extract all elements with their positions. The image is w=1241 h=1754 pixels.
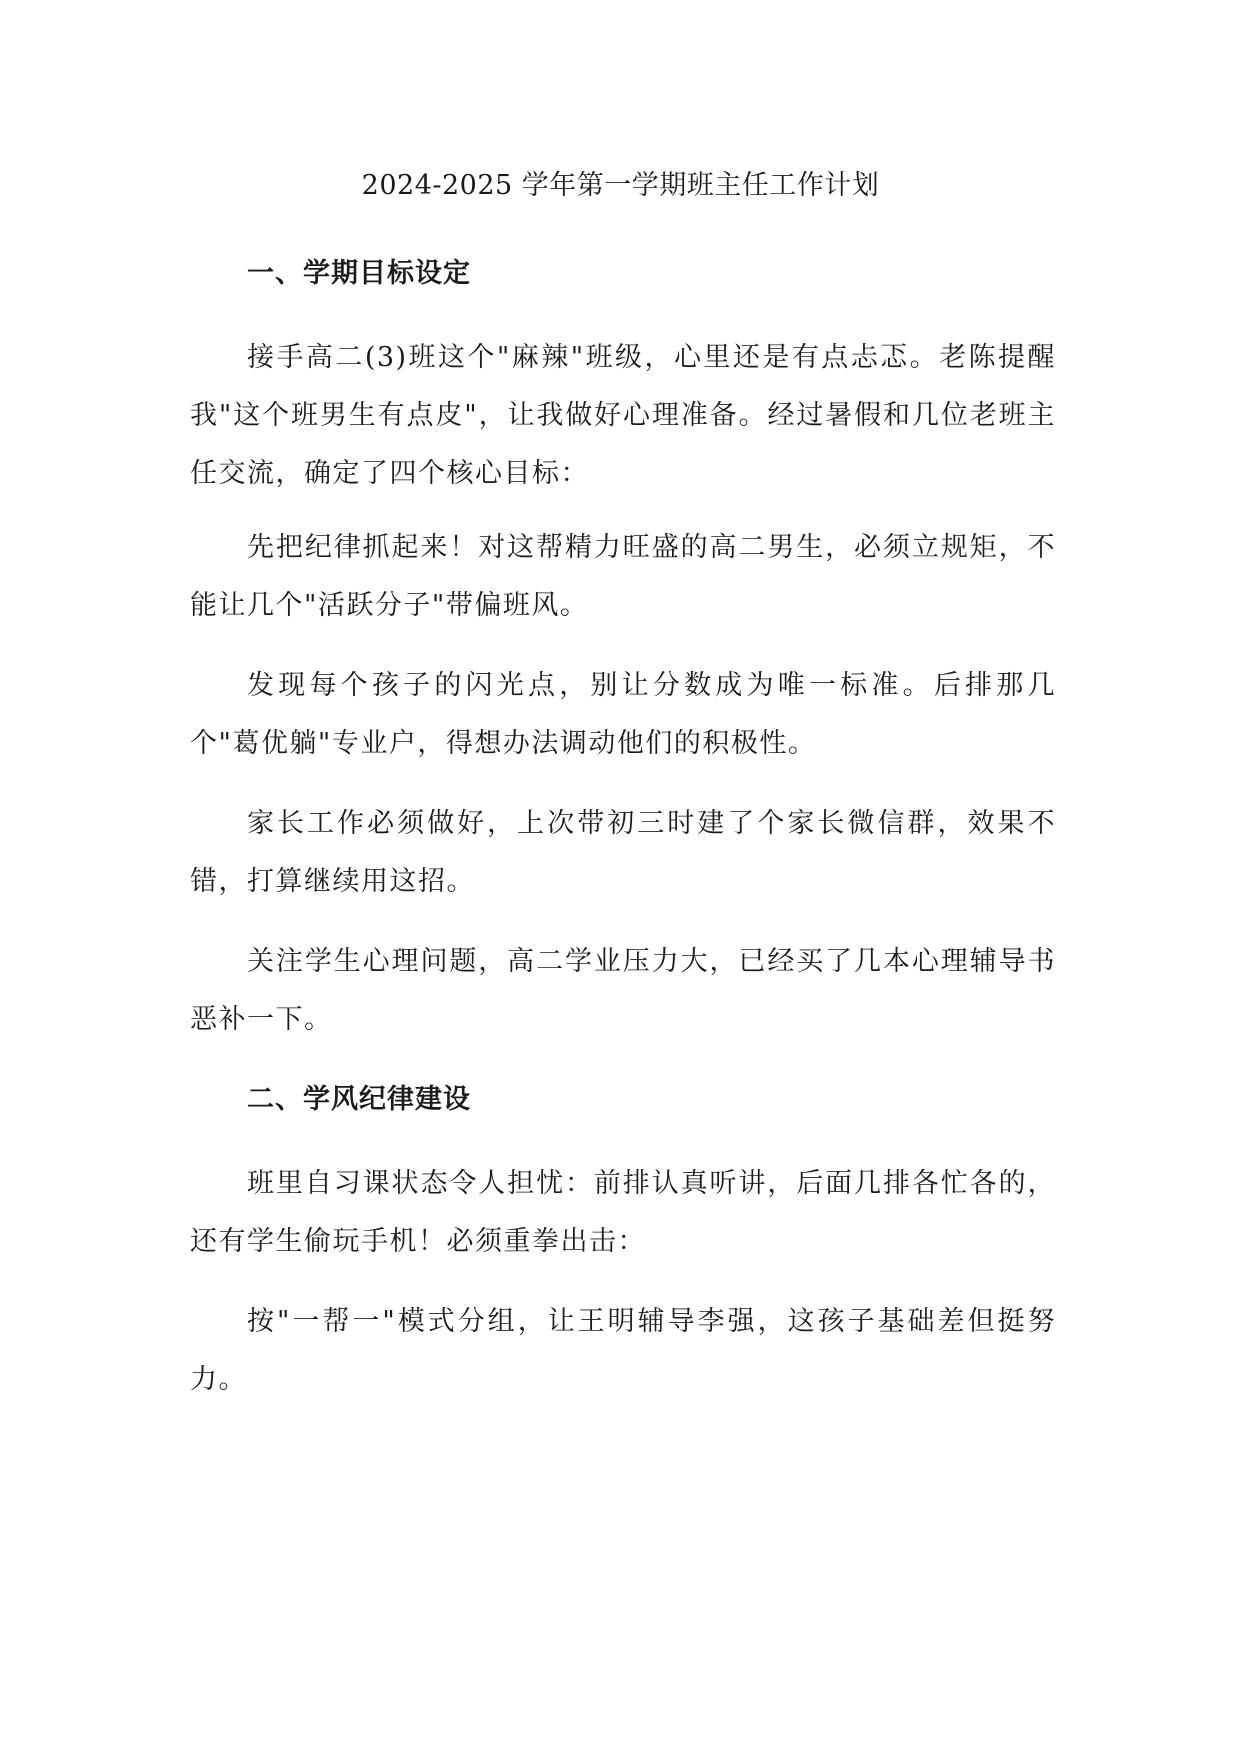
paragraph: 发现每个孩子的闪光点，别让分数成为唯一标准。后排那几个"葛优躺"专业户，得想办法调动他们的积极性。 [190, 670, 1056, 759]
paragraph: 班里自习课状态令人担忧：前排认真听讲，后面几排各忙各的，还有学生偷玩手机！必须重拳出击： [190, 1168, 1056, 1257]
paragraph: 家长工作必须做好，上次带初三时建了个家长微信群，效果不错，打算继续用这招。 [190, 808, 1056, 897]
section-heading-goals: 一、学期目标设定 [247, 258, 471, 289]
paragraph: 先把纪律抓起来！对这帮精力旺盛的高二男生，必须立规矩，不能让几个"活跃分子"带偏班风。 [190, 532, 1056, 621]
document-title: 2024-2025 学年第一学期班主任工作计划 [361, 170, 880, 201]
paragraph: 关注学生心理问题，高二学业压力大，已经买了几本心理辅导书恶补一下。 [190, 946, 1056, 1035]
section-heading-discipline: 二、学风纪律建设 [247, 1084, 471, 1115]
paragraph: 接手高二(3)班这个"麻辣"班级，心里还是有点忐忑。老陈提醒我"这个班男生有点皮"，让我做好心理准备。经过暑假和几位老班主任交流，确定了四个核心目标： [190, 342, 1056, 489]
paragraph: 按"一帮一"模式分组，让王明辅导李强，这孩子基础差但挺努力。 [190, 1306, 1056, 1395]
